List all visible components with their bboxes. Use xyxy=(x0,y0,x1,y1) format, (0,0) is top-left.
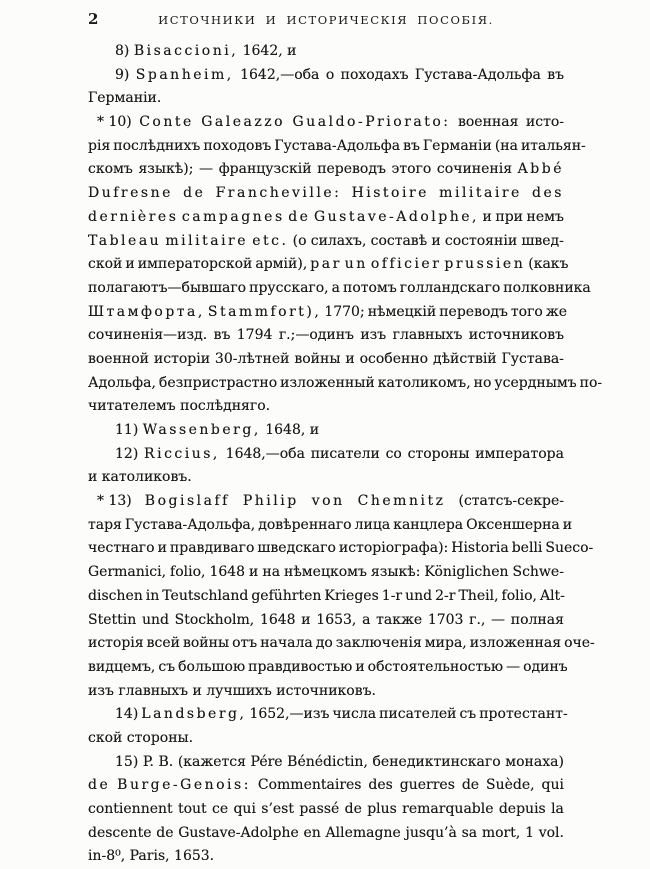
text-word: — xyxy=(506,658,521,675)
text-word: militaire xyxy=(165,232,249,249)
text-word: 30-лѣтней xyxy=(214,350,290,367)
text-word: Histoire xyxy=(351,185,429,202)
text-segment: и католиковъ. xyxy=(88,469,192,486)
text-word: — xyxy=(491,611,506,628)
text-word: de xyxy=(88,777,111,794)
text-word: переводъ xyxy=(317,161,386,178)
text-word: стороны xyxy=(407,445,470,462)
text-word: Spanheim, xyxy=(135,66,234,83)
text-word: безпристрастно xyxy=(158,374,278,391)
text-word: sa xyxy=(461,824,478,841)
text-word: Gustave-Adolphe, xyxy=(313,208,479,225)
text-line xyxy=(88,680,564,704)
text-segment: 1642, и xyxy=(238,43,297,59)
text-word: полковника xyxy=(503,279,591,296)
text-word: militaire xyxy=(439,185,522,202)
text-word: полагаютъ—бывшаго xyxy=(88,279,247,296)
text-word: походовъ xyxy=(203,137,272,154)
text-word: folio, xyxy=(501,587,537,604)
text-word: правдивостью xyxy=(248,658,353,675)
text-word: и xyxy=(482,208,492,225)
text-word: etc. xyxy=(252,232,289,249)
text-word: на xyxy=(262,564,281,581)
text-word: изъ xyxy=(360,327,387,344)
text-line xyxy=(88,798,564,822)
text-word: заключенія xyxy=(335,635,422,652)
text-segment: in-8⁰, Paris, 1653. xyxy=(88,848,215,865)
text-word: языкѣ: xyxy=(370,564,421,581)
text-line xyxy=(88,87,564,111)
text-word: un xyxy=(344,256,368,273)
text-word: числа xyxy=(332,706,377,723)
text-word: армій), xyxy=(255,256,308,273)
text-word: ской xyxy=(88,256,123,273)
text-word: 1703 xyxy=(427,611,464,628)
text-segment: 8) xyxy=(115,43,134,59)
text-word: полная xyxy=(510,611,564,628)
text-word: * 10) xyxy=(97,114,132,131)
text-word: составѣ xyxy=(370,232,428,249)
text-word: 1653, xyxy=(316,611,357,628)
text-word: потомъ xyxy=(343,279,397,296)
text-line xyxy=(88,822,564,846)
text-line xyxy=(88,301,568,325)
text-word: а xyxy=(362,611,371,628)
text-word: qui xyxy=(233,801,256,817)
text-word: походахъ xyxy=(340,66,409,83)
text-segment: Wassenberg, xyxy=(142,422,261,438)
text-word: * 13) xyxy=(97,493,132,510)
text-word: Штамфорта, xyxy=(88,303,205,320)
text-word: von xyxy=(311,493,345,510)
text-segment: 1648, и xyxy=(260,422,320,438)
text-word: о xyxy=(325,66,335,83)
text-word: passé xyxy=(299,801,340,817)
page-header xyxy=(88,10,564,30)
text-line xyxy=(88,277,591,301)
text-word: Stockholm, xyxy=(174,611,255,628)
text-word: und xyxy=(141,611,169,628)
text-word: Tableau xyxy=(88,232,162,249)
text-word: исторія xyxy=(88,635,144,652)
text-line xyxy=(88,206,564,230)
text-word: prussien xyxy=(444,256,526,273)
text-word: швед- xyxy=(521,232,564,249)
text-word: (на xyxy=(494,137,518,154)
text-word: съ xyxy=(158,658,176,675)
text-word: B. xyxy=(158,753,174,770)
text-word: въ xyxy=(213,327,231,344)
text-word: обстоятельностью xyxy=(367,658,504,675)
text-word: особенно xyxy=(359,350,429,367)
text-word: officier xyxy=(370,256,442,273)
text-word: и xyxy=(157,540,167,557)
text-line xyxy=(88,182,564,206)
text-line xyxy=(88,111,564,135)
text-word: Abbé xyxy=(517,161,564,178)
text-word: de xyxy=(288,208,311,225)
text-word: de xyxy=(156,824,174,841)
text-segment: изъ главныхъ и лучшихъ источниковъ. xyxy=(88,682,376,699)
text-word: дѣйствій xyxy=(432,350,497,367)
text-word: 15) xyxy=(115,753,139,770)
text-word: Bénédictin, xyxy=(287,753,368,770)
text-line xyxy=(88,845,564,869)
text-word: Suède, xyxy=(485,777,535,794)
text-line xyxy=(88,372,603,396)
text-word: видцемъ, xyxy=(88,658,156,675)
text-word: мира, xyxy=(424,635,467,652)
text-word: vol. xyxy=(538,824,564,841)
text-line xyxy=(88,537,594,561)
text-word: Krieges xyxy=(324,587,379,604)
text-line xyxy=(88,585,564,609)
text-word: Teutschland xyxy=(162,587,249,604)
text-word: plus xyxy=(367,801,397,817)
text-word: dernières xyxy=(88,208,179,225)
text-word: переводъ xyxy=(439,303,508,320)
text-line xyxy=(88,703,568,727)
text-word: Dufresne xyxy=(88,185,173,202)
text-word: немъ xyxy=(526,208,564,225)
text-word: contiennent xyxy=(88,801,173,817)
text-word: со xyxy=(385,445,402,462)
text-word: Allemagne xyxy=(325,824,401,841)
text-word: Германіи xyxy=(422,137,492,154)
text-word: geführten xyxy=(251,587,322,604)
text-word: всей xyxy=(146,635,180,652)
text-word: военной xyxy=(88,350,150,367)
text-word: Густава- xyxy=(501,350,564,367)
text-word: послѣднихъ xyxy=(113,137,201,154)
text-word: монаха) xyxy=(505,753,564,770)
text-word: in xyxy=(145,587,160,604)
text-word: remarquable xyxy=(402,801,494,817)
page-body xyxy=(88,40,603,869)
text-word: силахъ, xyxy=(310,232,367,249)
text-segment: ской стороны. xyxy=(88,729,194,746)
text-word: P. xyxy=(142,753,154,770)
text-word: голландскаго xyxy=(399,279,501,296)
text-word: Theil, xyxy=(458,587,499,604)
text-word: descente xyxy=(88,824,152,841)
text-line xyxy=(88,253,569,277)
text-word: guerres xyxy=(399,777,455,794)
text-segment: 11) xyxy=(115,422,143,438)
text-word: 14) xyxy=(115,706,139,723)
text-word: Густава-Адольфа xyxy=(414,66,541,83)
text-word: отъ xyxy=(232,635,258,652)
text-word: источниковъ xyxy=(468,327,564,344)
text-word: исто- xyxy=(525,114,564,131)
text-segment: читателемъ послѣдняго. xyxy=(88,398,271,415)
text-word: Pére xyxy=(250,753,283,770)
text-word: 1648,—оба xyxy=(225,445,305,462)
text-word: 1648 xyxy=(259,611,296,628)
text-word: Густава-Адольфа, xyxy=(124,516,256,533)
text-word: скомъ xyxy=(88,161,133,178)
page-number: 2 xyxy=(88,10,99,28)
text-word: — xyxy=(199,161,214,178)
text-word: этого xyxy=(391,161,432,178)
text-line xyxy=(88,230,564,254)
text-word: (о xyxy=(292,232,307,249)
text-line xyxy=(88,40,564,64)
text-word: ce xyxy=(212,801,229,817)
text-word: Густава-Адольфа xyxy=(274,137,401,154)
text-line xyxy=(88,443,564,467)
text-word: честнаго xyxy=(88,540,155,557)
text-word: Königlichen xyxy=(424,564,509,581)
text-word: сочиненія xyxy=(436,161,513,178)
text-word: рія xyxy=(88,137,111,154)
text-word: съ xyxy=(459,706,477,723)
text-word: исторіи xyxy=(153,350,211,367)
text-word: belli xyxy=(511,540,543,557)
text-word: и xyxy=(431,232,441,249)
text-line xyxy=(88,609,564,633)
text-word: писатели xyxy=(310,445,380,462)
text-word: Philip xyxy=(242,493,299,510)
text-word: 1770; xyxy=(324,303,365,320)
text-word: начала xyxy=(260,635,313,652)
text-word: (какъ xyxy=(528,256,569,273)
text-word: и xyxy=(249,564,259,581)
text-word: но xyxy=(473,374,492,391)
text-word: des xyxy=(532,185,564,202)
text-segment: Германіи. xyxy=(88,90,162,107)
text-word: нѣмецкій xyxy=(367,303,437,320)
text-word: Адольфа, xyxy=(88,374,156,391)
text-line xyxy=(88,395,564,419)
text-word: Francheville: xyxy=(215,185,342,202)
text-line xyxy=(88,135,586,159)
text-word: Alt- xyxy=(539,587,565,604)
text-word: Historia xyxy=(451,540,509,557)
text-word: Landsberg, xyxy=(141,706,247,723)
text-word: нѣмецкомъ xyxy=(284,564,367,581)
text-word: императора xyxy=(475,445,564,462)
text-word: войны xyxy=(294,350,341,367)
text-word: Burge-Genois: xyxy=(117,777,251,794)
text-line xyxy=(88,561,564,585)
text-word: Commentaires xyxy=(257,777,362,794)
text-word: campagnes xyxy=(181,208,285,225)
text-word: 1652,—изъ xyxy=(249,706,330,723)
text-word: бенедиктинскаго xyxy=(372,753,501,770)
text-word: сочиненія—изд. xyxy=(88,327,208,344)
text-word: изложенная xyxy=(469,635,562,652)
text-word: 1794 xyxy=(236,327,273,344)
text-word: Gustave-Adolphe xyxy=(178,824,299,841)
text-segment: Bisaccioni, xyxy=(133,43,239,59)
text-word: und xyxy=(405,587,433,604)
text-line xyxy=(88,466,564,490)
running-head: ИСТОЧНИКИ И ИСТОРИЧЕСКІЯ ПОСОБІЯ. xyxy=(158,13,494,27)
text-word: (кажется xyxy=(177,753,246,770)
text-word: правдиваго xyxy=(169,540,255,557)
text-line xyxy=(88,419,564,443)
text-word: folio, xyxy=(170,564,206,581)
text-line xyxy=(88,348,564,372)
text-word: также xyxy=(376,611,423,628)
text-word: въ xyxy=(547,66,564,83)
text-word: изложенный xyxy=(280,374,375,391)
text-word: и xyxy=(355,658,365,675)
text-word: Riccius, xyxy=(144,445,220,462)
text-line xyxy=(88,64,564,88)
text-word: 2-r xyxy=(435,587,456,604)
text-word: католикомъ, xyxy=(377,374,471,391)
text-word: итальян- xyxy=(520,137,586,154)
text-word: (статсъ-секре- xyxy=(458,493,564,510)
text-word: 1-r xyxy=(381,587,403,604)
text-word: 1648 xyxy=(209,564,246,581)
text-word: исторіографа): xyxy=(338,540,449,557)
text-word: же xyxy=(545,303,568,320)
text-line xyxy=(88,490,564,514)
text-word: довѣреннаго xyxy=(258,516,352,533)
text-word: состояніи xyxy=(444,232,518,249)
text-word: 12) xyxy=(115,445,139,462)
text-word: depuis xyxy=(498,801,546,817)
text-word: dischen xyxy=(88,587,143,604)
text-word: и xyxy=(345,350,355,367)
text-word: de xyxy=(183,185,206,202)
text-word: въ xyxy=(403,137,420,154)
text-word: а xyxy=(331,279,340,296)
text-word: одинъ xyxy=(523,658,568,675)
text-word: Bogislaff xyxy=(144,493,230,510)
text-word: языкѣ); xyxy=(138,161,194,178)
text-word: mort, xyxy=(481,824,521,841)
text-line xyxy=(88,727,564,751)
text-word: при xyxy=(495,208,523,225)
text-word: г., xyxy=(469,611,486,628)
text-line xyxy=(88,751,564,775)
text-word: de xyxy=(461,777,480,794)
text-word: и xyxy=(125,256,135,273)
text-word: и xyxy=(301,611,311,628)
text-line xyxy=(88,158,564,182)
text-word: des xyxy=(368,777,393,794)
text-word: Schwe- xyxy=(512,564,564,581)
text-word: Galeazzo xyxy=(201,114,286,131)
text-line xyxy=(88,632,595,656)
text-word: Stammfort), xyxy=(207,303,322,320)
text-line xyxy=(88,774,564,798)
text-word: qui xyxy=(541,777,564,794)
text-word: того xyxy=(510,303,543,320)
text-word: императорской xyxy=(137,256,253,273)
text-word: военная xyxy=(458,114,519,131)
text-word: до xyxy=(315,635,333,652)
text-word: s’est xyxy=(261,801,294,817)
text-word: французскій xyxy=(218,161,312,178)
text-line xyxy=(88,514,573,538)
text-word: по- xyxy=(579,374,603,391)
text-word: протестант- xyxy=(479,706,568,723)
text-word: канцлера xyxy=(393,516,464,533)
text-word: jusqu’à xyxy=(405,824,457,841)
text-word: de xyxy=(344,801,362,817)
text-line xyxy=(88,656,568,680)
text-word: прусскаго, xyxy=(249,279,329,296)
text-word: Germanici, xyxy=(88,564,167,581)
text-word: г.;—одинъ xyxy=(278,327,354,344)
text-word: 1642,—оба xyxy=(240,66,320,83)
text-word: Gualdo-Priorato: xyxy=(292,114,451,131)
text-word: 1 xyxy=(525,824,534,841)
text-word: усерднымъ xyxy=(494,374,577,391)
text-word: и xyxy=(562,516,573,533)
text-line xyxy=(88,324,564,348)
text-word: оче- xyxy=(564,635,595,652)
text-word: главныхъ xyxy=(392,327,463,344)
text-word: таря xyxy=(88,516,122,533)
text-word: Conte xyxy=(139,114,194,131)
text-word: tout xyxy=(177,801,207,817)
text-word: Chemnitz xyxy=(357,493,446,510)
text-word: большою xyxy=(178,658,246,675)
text-word: en xyxy=(303,824,321,841)
text-word: 9) xyxy=(115,66,130,83)
text-word: лица xyxy=(354,516,391,533)
text-word: шведскаго xyxy=(257,540,336,557)
text-word: Sueco- xyxy=(545,540,594,557)
text-word: la xyxy=(551,801,564,817)
text-word: Оксеншерна xyxy=(466,516,560,533)
text-word: войны xyxy=(182,635,230,652)
text-word: Stettin xyxy=(88,611,137,628)
text-word: par xyxy=(310,256,342,273)
text-word: писателей xyxy=(379,706,457,723)
